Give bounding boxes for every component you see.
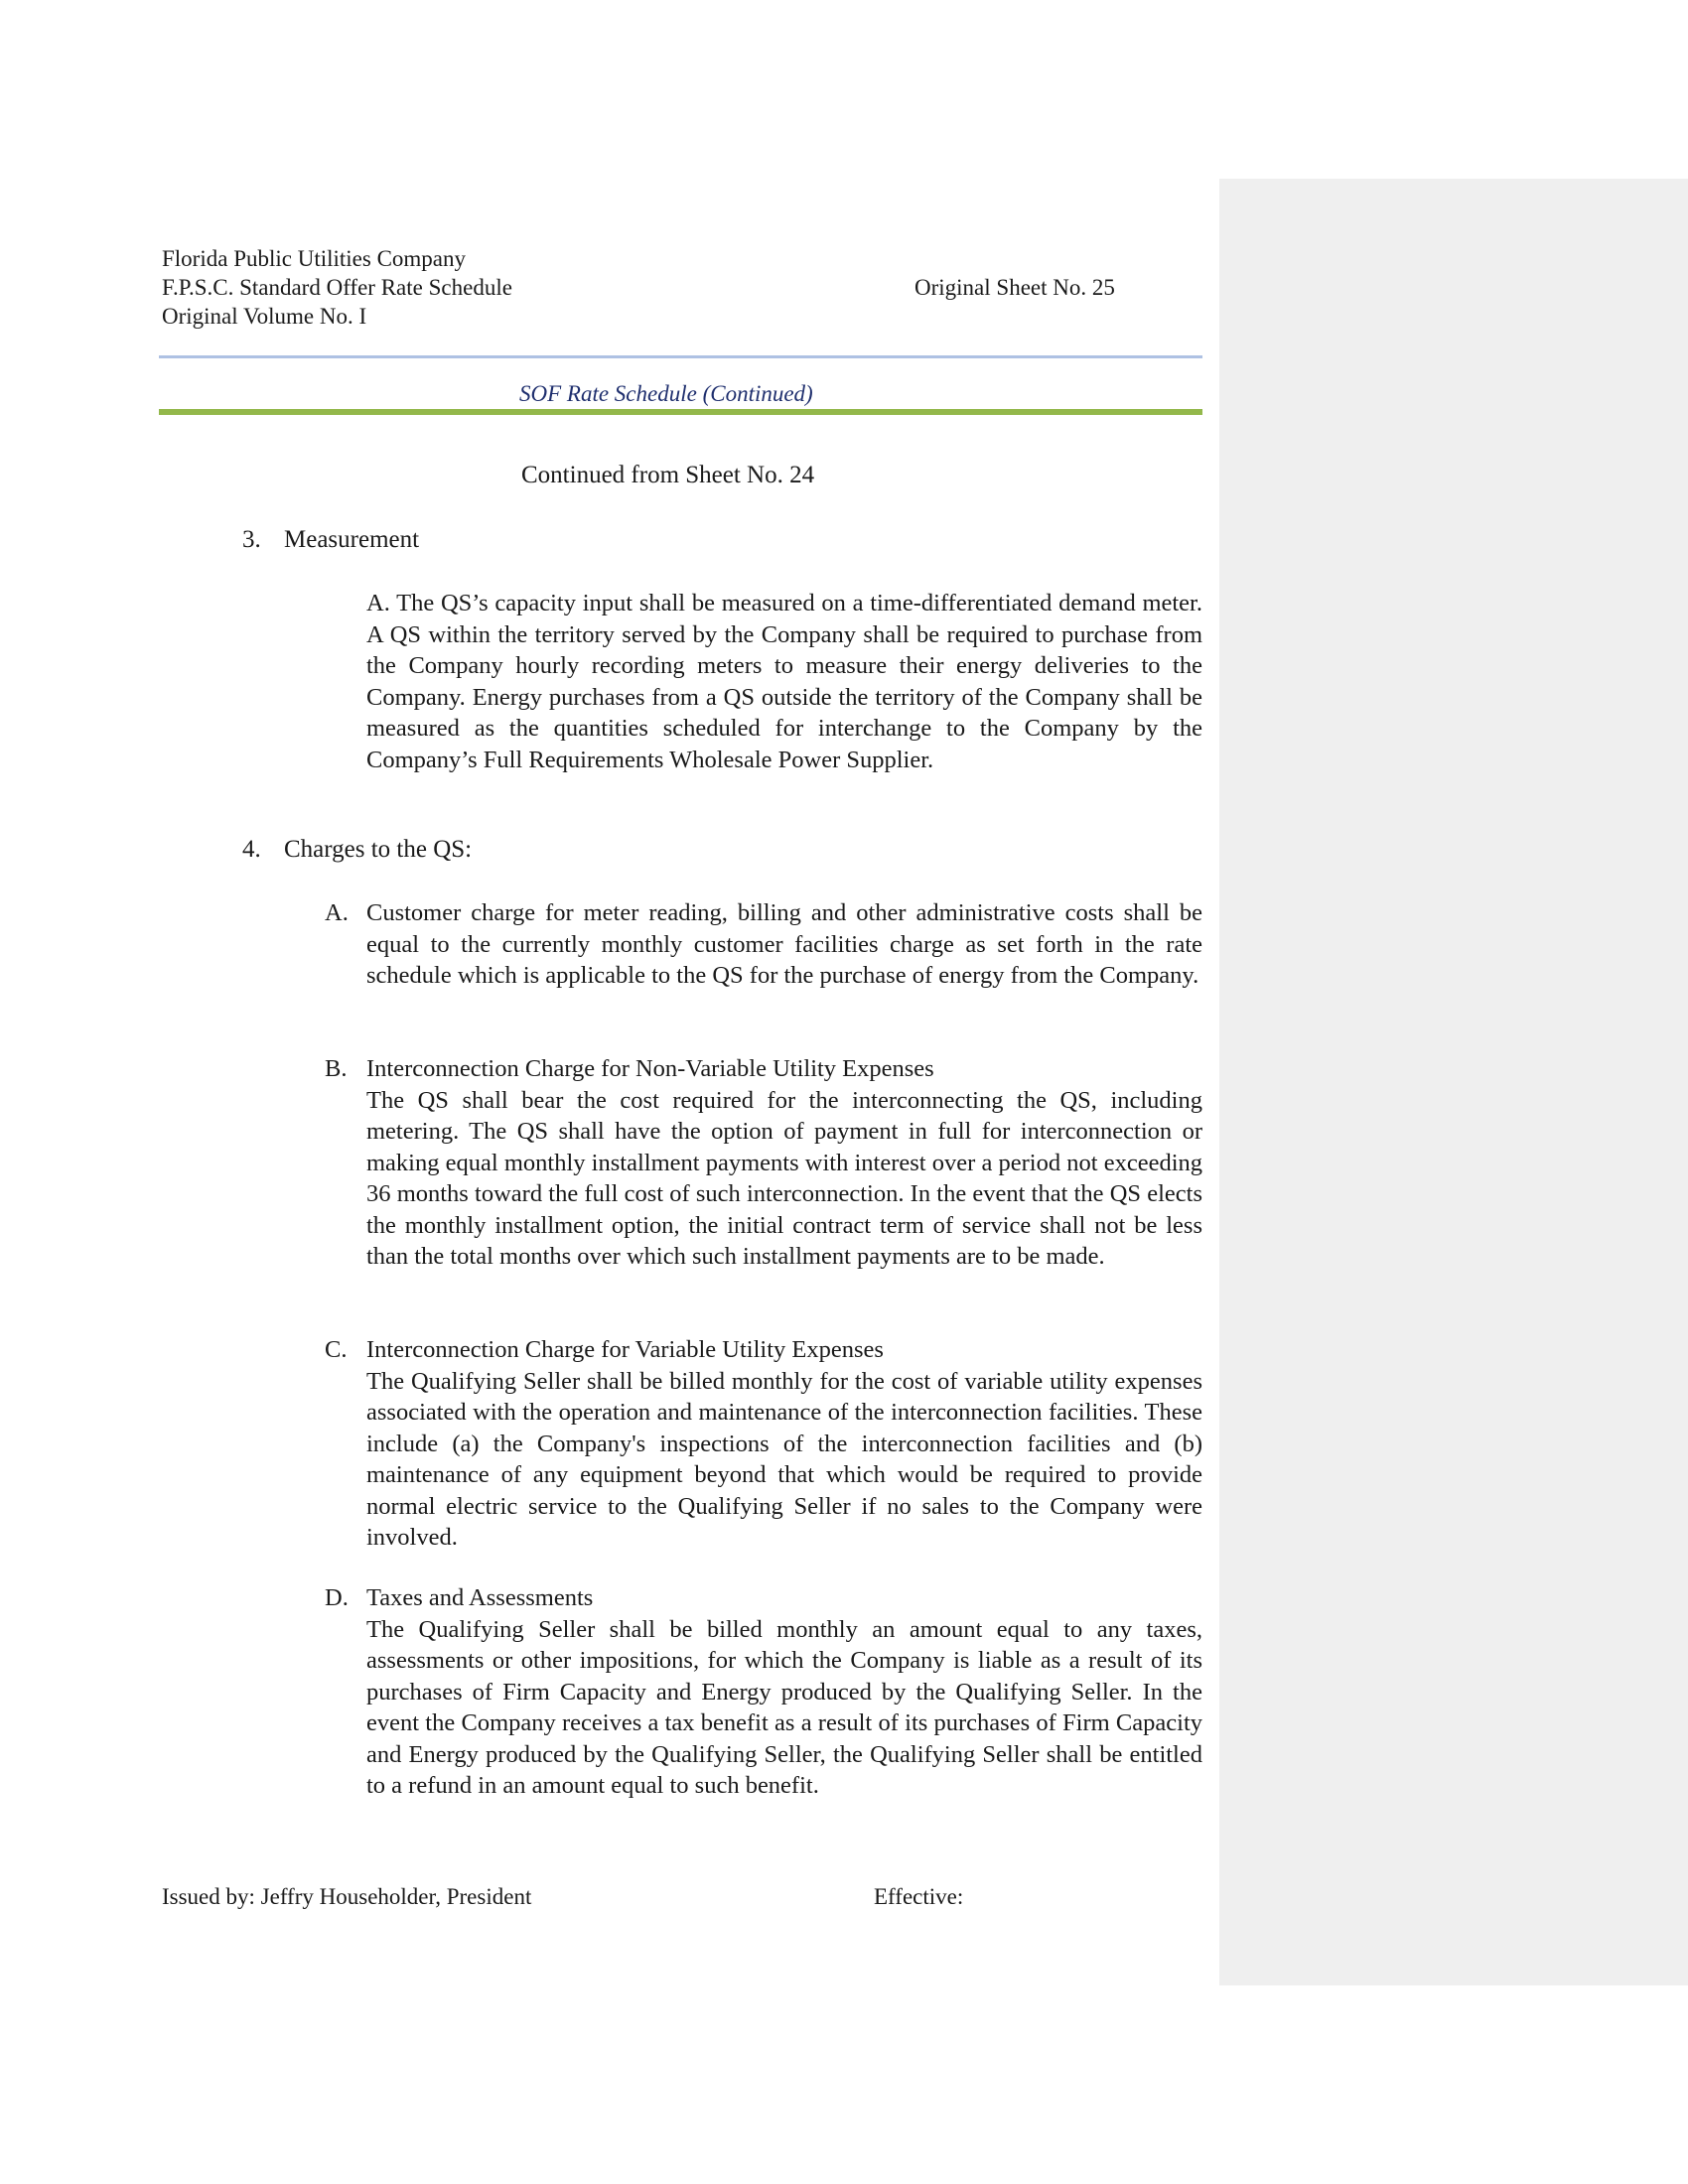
schedule-title: SOF Rate Schedule (Continued) — [519, 381, 813, 406]
measurement-paragraph: A. The QS’s capacity input shall be measured on a time-differentiated demand meter. A QS within the territory served by the Company shall be required to purchase from the Company hourly recording meters to measure their energy deliveries to the Company. Energy purchases from a QS outside the territory of the Company shall be measured as the quantities scheduled for interchange to the Company by the Company’s Full Requirements Wholesale Power Supplier. — [366, 590, 1202, 773]
document-header — [162, 244, 1204, 331]
header-divider — [159, 355, 1202, 358]
section-charges-heading — [242, 836, 472, 864]
title-divider — [159, 409, 1202, 415]
section-measurement-heading — [242, 526, 419, 554]
schedule-name: F.P.S.C. Standard Offer Rate Schedule — [162, 275, 512, 300]
effective-date-label: Effective: — [874, 1884, 964, 1909]
section-number: 3. — [242, 526, 261, 553]
non-variable-charge-block — [366, 1053, 1202, 1273]
section-title: Measurement — [284, 526, 420, 553]
item-letter: B. — [325, 1055, 348, 1082]
customer-charge-paragraph: Customer charge for meter reading, billing and other administrative costs shall be equal to the currently monthly customer facilities charge as set forth in the rate schedule which is applicable to the QS for the purchase of energy from the Company. — [366, 899, 1202, 989]
taxes-assessments-block — [366, 1582, 1202, 1802]
issued-by: Issued by: Jeffry Householder, President — [162, 1884, 532, 1909]
item-letter: A. — [325, 899, 349, 926]
section-title: Charges to the QS: — [284, 836, 473, 863]
section-number: 4. — [242, 836, 261, 863]
company-name: Florida Public Utilities Company — [162, 246, 467, 271]
comment-pane — [1219, 179, 1688, 1985]
item-text: The QS shall bear the cost required for the interconnecting the QS, including metering. The QS shall have the option of payment in full for interconnection or making equal monthly installment payments with interest over a period not exceeding 36 months toward the full cost of such interconnection. In the event that the QS elects the monthly installment option, the initial contract term of service shall not be less than the total months over which such installment payments are to be made. — [366, 1086, 1202, 1270]
item-title: Interconnection Charge for Non-Variable Utility Expenses — [366, 1055, 934, 1082]
item-text: The Qualifying Seller shall be billed monthly an amount equal to any taxes, assessments or other impositions, for which the Company is liable as a result of its purchases of Firm Capacity and Energy produced by the Qualifying Seller. In the event the Company receives a tax benefit as a result of its purchases of Firm Capacity and Energy produced by the Qualifying Seller, the Qualifying Seller shall be entitled to a refund in an amount equal to such benefit. — [366, 1615, 1202, 1799]
sheet-number: Original Sheet No. 25 — [914, 275, 1115, 300]
variable-charge-block — [366, 1334, 1202, 1554]
continued-from-note: Continued from Sheet No. 24 — [521, 462, 815, 488]
item-title: Taxes and Assessments — [366, 1584, 594, 1611]
item-text: The Qualifying Seller shall be billed monthly for the cost of variable utility expenses associated with the operation and maintenance of the interconnection facilities. These include (a) the Company's inspections of the interconnection facilities and (b) maintenance of any equipment beyond that which would be required to provide normal electric service to the Qualifying Seller if no sales to the Company were involved. — [366, 1367, 1202, 1551]
item-title: Interconnection Charge for Variable Utility Expenses — [366, 1336, 884, 1363]
item-letter: D. — [325, 1584, 349, 1611]
volume-label: Original Volume No. I — [162, 304, 367, 329]
item-letter: C. — [325, 1336, 348, 1363]
